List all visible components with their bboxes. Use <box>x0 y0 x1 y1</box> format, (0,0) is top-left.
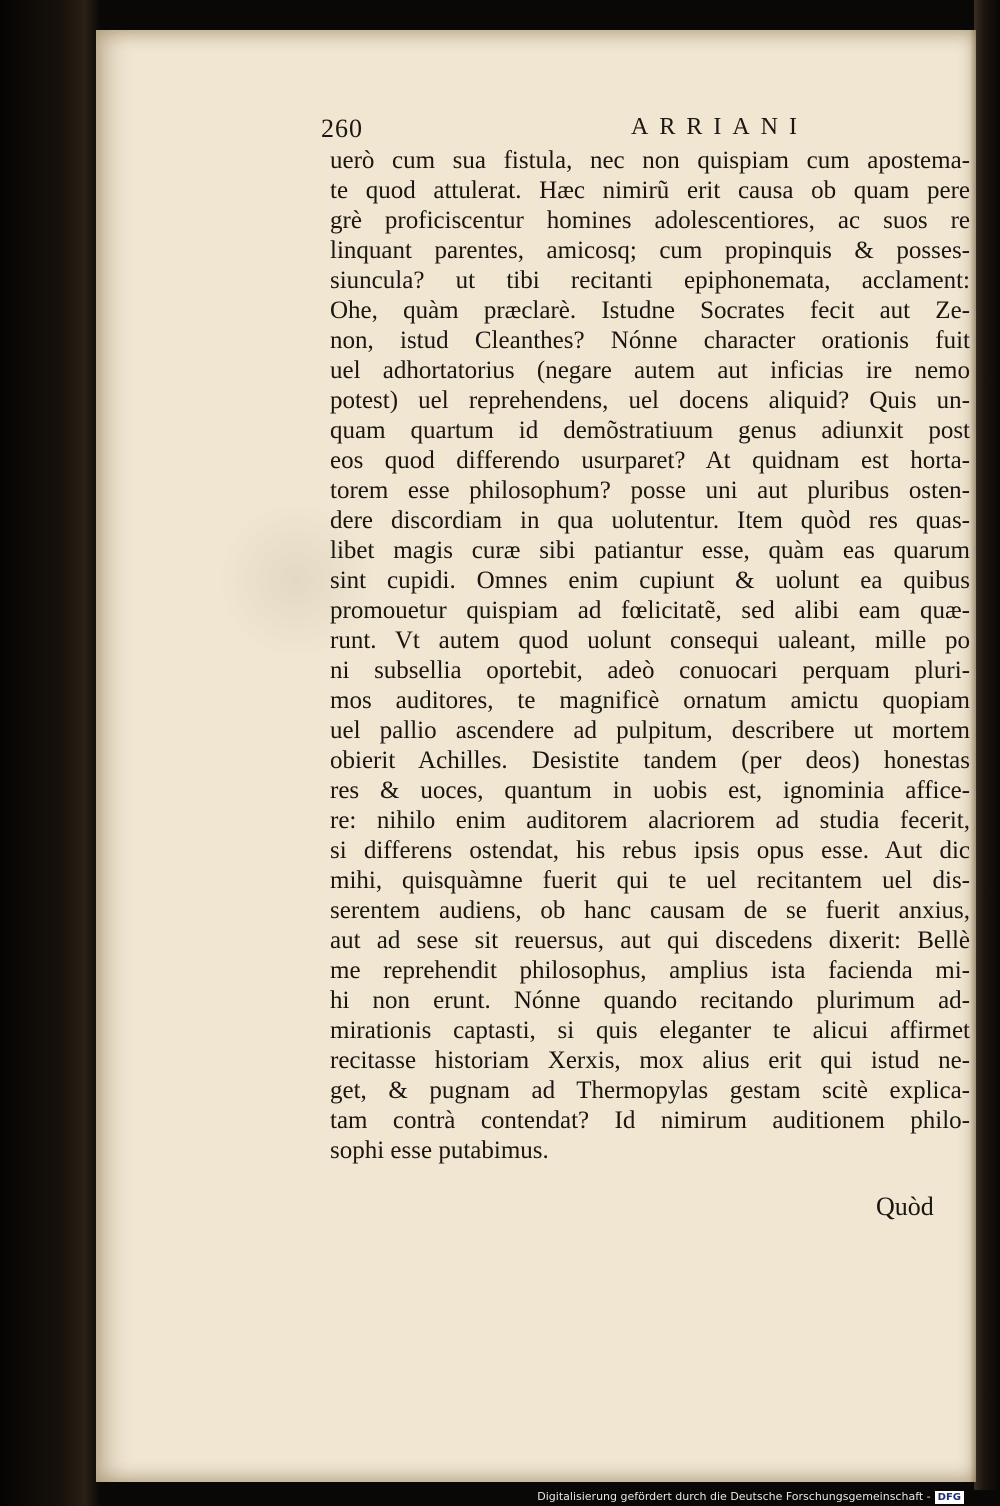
text-line: obierit Achilles. Desistite tandem (per deos) honestas <box>330 747 970 774</box>
catchword: Quòd <box>876 1192 934 1221</box>
text-line: siuncula? ut tibi recitanti epiphonemata, acclament: <box>330 267 970 294</box>
book-edge <box>974 0 1000 1490</box>
text-line: Ohe, quàm præclarè. Istudne Socrates fecit aut Ze- <box>330 297 970 324</box>
text-line: uerò cum sua fistula, nec non quispiam cum apostema- <box>330 147 970 174</box>
text-line: eos quod differendo usurparet? At quidnam est horta- <box>330 447 970 474</box>
text-line: uel adhortatorius (negare autem aut inficias ire nemo <box>330 357 970 384</box>
text-line: potest) uel reprehendens, uel docens aliquid? Quis un- <box>330 387 970 414</box>
text-line: dere discordiam in qua uolutentur. Item quòd res quas- <box>330 507 970 534</box>
text-line: libet magis curæ sibi patiantur esse, quàm eas quarum <box>330 537 970 564</box>
text-line: torem esse philosophum? posse uni aut pluribus osten- <box>330 477 970 504</box>
text-line: uel pallio ascendere ad pulpitum, describere ut mortem <box>330 717 970 744</box>
text-line: re: nihilo enim auditorem alacriorem ad studia fecerit, <box>330 807 970 834</box>
text-line: me reprehendit philosophus, amplius ista facienda mi- <box>330 957 970 984</box>
digitization-credit <box>537 1490 964 1504</box>
text-line: te quod attulerat. Hæc nimirũ erit causa ob quam pere <box>330 177 970 204</box>
text-line: serentem audiens, ob hanc causam de se fuerit anxius, <box>330 897 970 924</box>
text-line: sophi esse putabimus. <box>330 1137 549 1164</box>
text-line: si differens ostendat, his rebus ipsis opus esse. Aut dic <box>330 837 970 864</box>
text-line: hi non erunt. Nónne quando recitando plurimum ad- <box>330 987 970 1014</box>
dfg-logo: DFG <box>935 1491 964 1504</box>
text-line: ni subsellia oportebit, adeò conuocari perquam pluri- <box>330 657 970 684</box>
page-number: 260 <box>321 114 363 143</box>
text-line: res & uoces, quantum in uobis est, ignominia affice- <box>330 777 970 804</box>
text-line: non, istud Cleanthes? Nónne character orationis fuit <box>330 327 970 354</box>
text-line: quam quartum id demõstratiuum genus adiunxit post <box>330 417 970 444</box>
text-line: tam contrà contendat? Id nimirum auditionem philo- <box>330 1107 970 1134</box>
text-line: get, & pugnam ad Thermopylas gestam scitè explica- <box>330 1077 970 1104</box>
text-line: sint cupidi. Omnes enim cupiunt & uolunt ea quibus <box>330 567 970 594</box>
body-text <box>330 146 970 1166</box>
text-line: grè proficiscentur homines adolescentiores, ac suos re <box>330 207 970 234</box>
text-line: runt. Vt autem quod uolunt consequi ualeant, mille po <box>330 627 970 654</box>
credit-text: Digitalisierung gefördert durch die Deutsche Forschungsgemeinschaft - <box>537 1490 931 1503</box>
running-title: ARRIANI <box>631 114 808 140</box>
text-line: linquant parentes, amicosq; cum propinquis & posses- <box>330 237 970 264</box>
text-line: recitasse historiam Xerxis, mox alius erit qui istud ne- <box>330 1047 970 1074</box>
text-line: mirationis captasti, si quis eleganter te alicui affirmet <box>330 1017 970 1044</box>
text-line: aut ad sese sit reuersus, aut qui discedens dixerit: Bellè <box>330 927 970 954</box>
text-line: mos auditores, te magnificè ornatum amictu quopiam <box>330 687 970 714</box>
text-line: promouetur quispiam ad fœlicitatẽ, sed alibi eam quæ- <box>330 597 970 624</box>
book-page <box>96 30 976 1482</box>
page-edge-shadow <box>970 30 976 1482</box>
text-line: mihi, quisquàmne fuerit qui te uel recitantem uel dis- <box>330 867 970 894</box>
